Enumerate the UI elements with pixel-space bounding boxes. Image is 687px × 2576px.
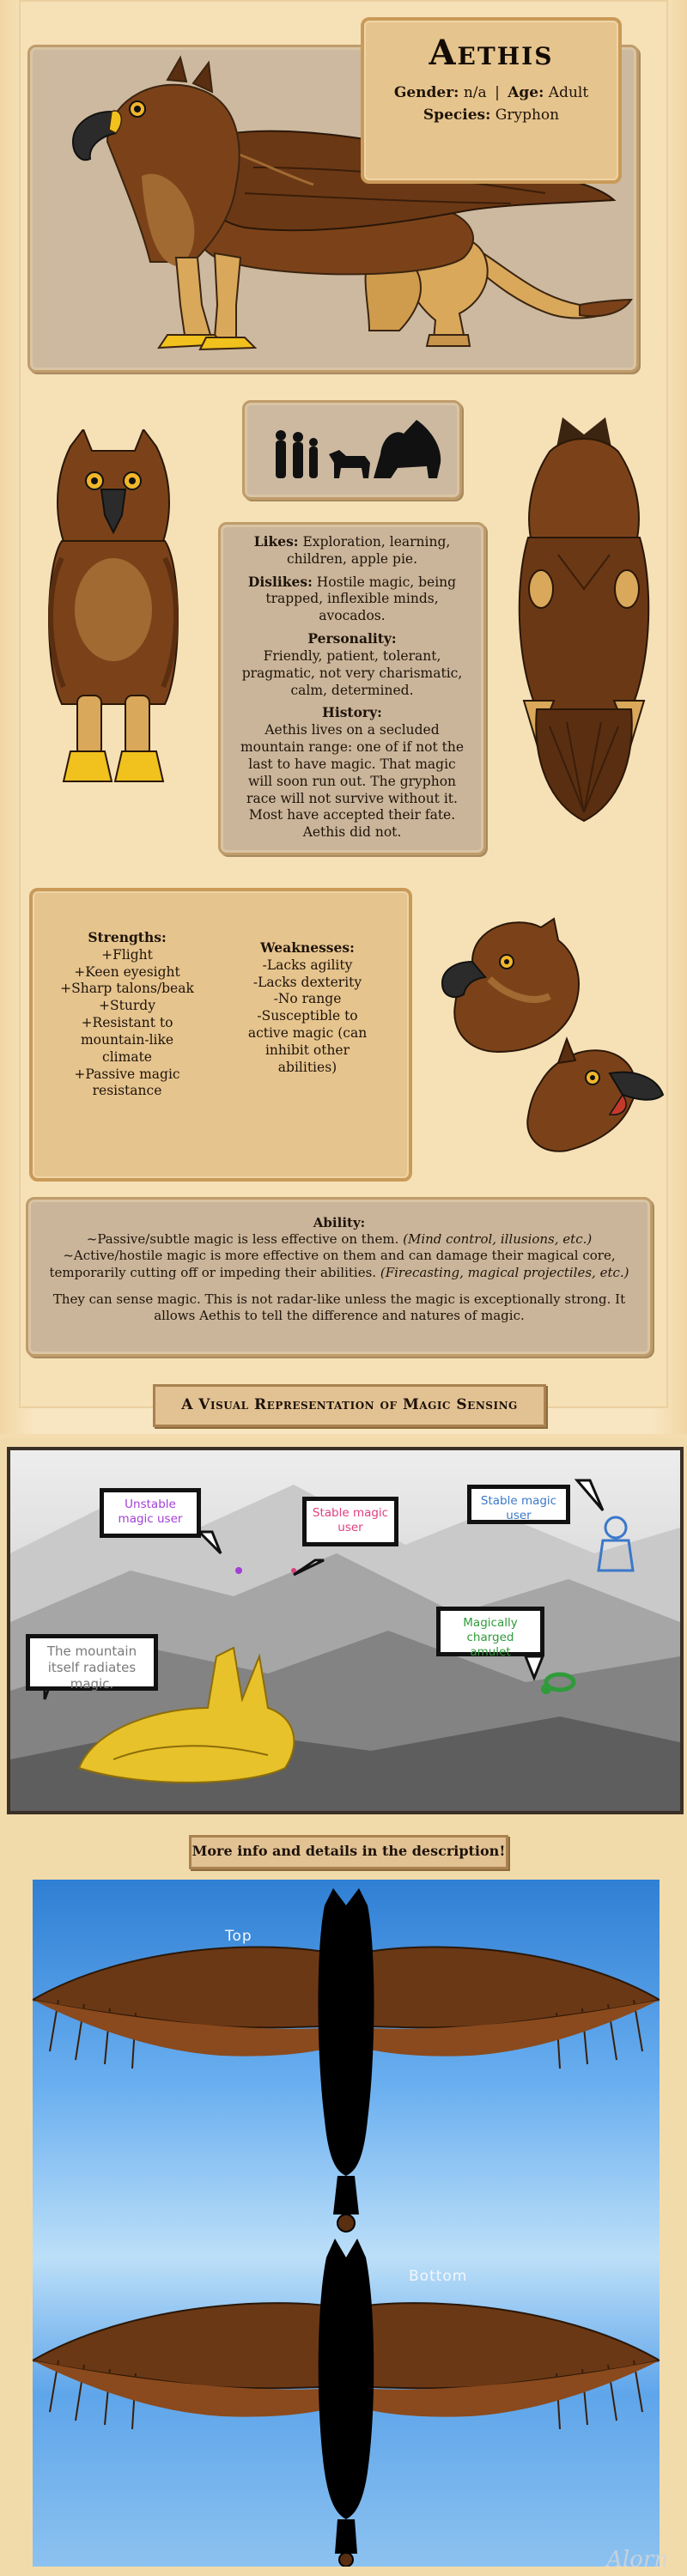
back-view-gryphon-illustration bbox=[515, 417, 653, 838]
history-label: History: bbox=[322, 704, 382, 721]
weakness-item: -No range bbox=[273, 991, 342, 1007]
personality-label: Personality: bbox=[307, 630, 397, 647]
strength-item: +Sturdy bbox=[99, 998, 155, 1014]
weaknesses-label: Weaknesses: bbox=[260, 939, 355, 956]
weaknesses-column bbox=[222, 939, 393, 1077]
dislikes-text: Hostile magic, being trapped, inflexible minds, avocados. bbox=[265, 574, 457, 624]
more-info-text: More info and details in the description! bbox=[192, 1843, 506, 1859]
ability-line-1: ~Passive/subtle magic is less effective on them. bbox=[86, 1231, 399, 1248]
stable-magic-small-bubble bbox=[302, 1497, 398, 1546]
strength-item: +Flight bbox=[101, 946, 153, 963]
strengths-column bbox=[41, 929, 213, 1100]
unstable-magic-text: Unstable magic user bbox=[118, 1498, 183, 1526]
strength-item: +Keen eyesight bbox=[74, 963, 180, 980]
magic-scene-frame bbox=[7, 1447, 684, 1814]
strengths-weaknesses-panel bbox=[29, 888, 412, 1182]
flight-section bbox=[0, 1816, 687, 2576]
mountain-text: The mountain itself radiates magic. bbox=[46, 1643, 137, 1692]
personality-text: Friendly, patient, tolerant, pragmatic, not very charismatic, calm, determined. bbox=[241, 647, 463, 698]
top-label: Top bbox=[225, 1928, 252, 1945]
weakness-item: -Susceptible to active magic (can inhibit other abilities) bbox=[247, 1008, 368, 1075]
dislikes-label: Dislikes: bbox=[247, 573, 313, 590]
history-text: Aethis lives on a secluded mountain range: one of if not the last to have magic. That magic will soon run out. The gryphon race will not survive without it. Most have accepted their fate. bbox=[240, 722, 465, 823]
amulet-bubble bbox=[436, 1607, 544, 1659]
weakness-item: -Lacks agility bbox=[262, 957, 353, 973]
weakness-item: -Lacks dexterity bbox=[252, 974, 362, 990]
strengths-label: Strengths: bbox=[88, 929, 167, 945]
separator: | bbox=[495, 84, 500, 101]
species-line bbox=[364, 106, 618, 124]
strength-item: +Sharp talons/beak bbox=[60, 981, 194, 997]
info-panel bbox=[218, 522, 486, 855]
gender-label: Gender: bbox=[393, 84, 459, 101]
magic-section-title bbox=[153, 1384, 546, 1427]
front-view-gryphon-illustration bbox=[45, 429, 182, 807]
amulet-text: Magically charged amulet bbox=[463, 1616, 518, 1659]
size-comparison-panel bbox=[242, 400, 462, 500]
magic-section-title-text: A Visual Representation of Magic Sensing bbox=[181, 1396, 518, 1413]
strength-item: +Passive magic resistance bbox=[74, 1066, 180, 1099]
artist-signature: Alorn bbox=[606, 2547, 668, 2573]
species-value: Gryphon bbox=[495, 106, 560, 124]
sky-background bbox=[33, 1880, 660, 2567]
likes-text: Exploration, learning, children, apple pie. bbox=[286, 534, 451, 567]
stable-magic-right-text: Stable magic user bbox=[480, 1494, 557, 1522]
ability-label: Ability: bbox=[313, 1215, 366, 1230]
size-comparison-silhouettes bbox=[245, 403, 459, 497]
bottom-label: Bottom bbox=[409, 2268, 468, 2285]
unstable-magic-bubble bbox=[100, 1488, 201, 1538]
magic-sensing-scene bbox=[0, 1438, 687, 1816]
gender-value: n/a bbox=[463, 84, 487, 101]
ability-panel bbox=[26, 1197, 653, 1357]
likes-label: Likes: bbox=[253, 533, 299, 550]
head-expressions-illustration bbox=[438, 910, 670, 1185]
ability-line-3: They can sense magic. This is not radar-like unless the magic is exceptionally strong. It allows Aethis to tell the difference and natures of magic. bbox=[52, 1291, 626, 1323]
gender-age-line bbox=[364, 84, 618, 101]
title-card bbox=[361, 17, 622, 184]
more-info-banner bbox=[189, 1835, 508, 1869]
species-label: Species: bbox=[423, 106, 491, 124]
age-value: Adult bbox=[548, 84, 589, 101]
ability-line-2-note: (Firecasting, magical projectiles, etc.) bbox=[380, 1264, 629, 1280]
history-end-text: Aethis did not. bbox=[302, 824, 402, 841]
ability-line-1-note: (Mind control, illusions, etc.) bbox=[403, 1231, 593, 1248]
mountain-bubble bbox=[26, 1634, 158, 1691]
stable-magic-small-text: Stable magic user bbox=[312, 1506, 389, 1534]
ability-line-2: ~Active/hostile magic is more effective on them and can damage their magical core, temporarily cutting off or impeding their abilities. bbox=[49, 1248, 616, 1280]
character-name: Aethis bbox=[429, 33, 554, 73]
wing-spread-illustration bbox=[33, 1880, 660, 2567]
age-label: Age: bbox=[508, 84, 544, 101]
strength-item: +Resistant to mountain-like climate bbox=[80, 1015, 174, 1065]
stable-magic-right-bubble bbox=[467, 1485, 570, 1524]
